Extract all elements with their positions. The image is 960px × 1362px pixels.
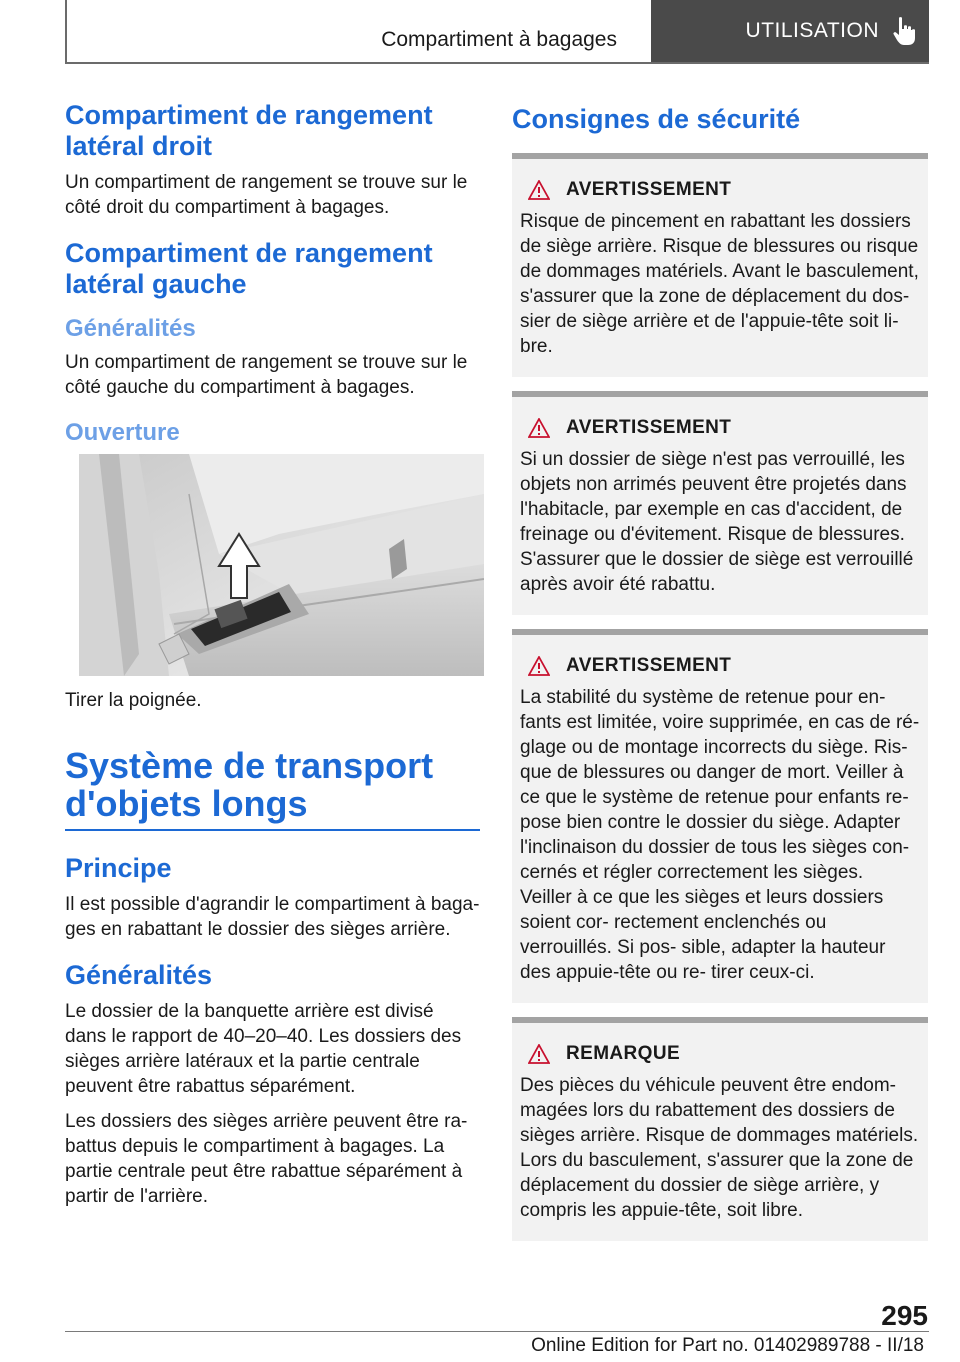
- pointing-hand-icon: [893, 16, 915, 46]
- right-column: [512, 100, 928, 1255]
- page-number: 295: [881, 1300, 928, 1331]
- warning-title-3: [520, 655, 920, 677]
- subtitle-generalites: Généralités: [65, 315, 196, 342]
- left-column: [65, 100, 480, 1227]
- notice-box: [512, 1017, 928, 1241]
- warning-triangle-icon: [528, 418, 550, 438]
- paragraph-left-storage: Un compartiment de rangement se trouve sur le côté gauche du compartiment à bagages.: [65, 352, 468, 398]
- warning-box-2: [512, 391, 928, 615]
- section-title-safety: Consignes de sécurité: [512, 104, 801, 134]
- paragraph-generalites-1: Le dossier de la banquette arrière est divisé dans le rapport de 40–20–40. Les dossiers des sièges arrière latéraux et la partie centrale peuvent être rabattus séparément.: [65, 1001, 462, 1097]
- warning-label-1: AVERTISSEMENT: [566, 179, 732, 200]
- warning-title-1: [520, 179, 920, 201]
- header-section-title: Compartiment à bagages: [381, 28, 617, 51]
- warning-box-1: [512, 153, 928, 377]
- figure-caption: Tirer la poignée.: [65, 690, 202, 711]
- paragraph-right-storage: Un compartiment de rangement se trouve sur le côté droit du compartiment à bagages.: [65, 172, 468, 218]
- notice-label: REMARQUE: [566, 1043, 681, 1064]
- paragraph-principe: Il est possible d'agrandir le compartiment à baga- ges en rabattant le dossier des sièges arrière.: [65, 894, 480, 940]
- header-chapter-label: UTILISATION: [745, 19, 879, 42]
- warning-label-3: AVERTISSEMENT: [566, 655, 732, 676]
- warning-box-3: [512, 629, 928, 1003]
- header-chapter-tab: [651, 0, 929, 62]
- warning-text-1: Risque de pincement en rabattant les dossiers de siège arrière. Risque de blessures ou risque de dommages matériels. Avant le basculement, s'assurer que la zone de déplacement du dos- sier de siège arrière et de l'appuie-tête soit li- bre.: [520, 211, 919, 357]
- section-title-right-storage: Compartiment de rangement latéral droit: [65, 100, 433, 161]
- footer-rule: [65, 1331, 929, 1332]
- warning-triangle-icon: [528, 656, 550, 676]
- warning-triangle-icon: [528, 1044, 550, 1064]
- chapter-title-long-objects: Système de transport d'objets longs: [65, 745, 434, 824]
- section-title-generalites: Généralités: [65, 960, 213, 990]
- warning-text-2: Si un dossier de siège n'est pas verrouillé, les objets non arrimés peuvent être projetés dans l'habitacle, par exemple en cas d'accident, de freinage ou d'évitement. Risque de blessures. S'assurer que le dossier de siège est verrouillé après avoir été rabattu.: [520, 449, 914, 595]
- paragraph-generalites-2: Les dossiers des sièges arrière peuvent être ra- battus depuis le compartiment à bagages. La partie centrale peut être rabattue séparément à partir de l'arrière.: [65, 1111, 468, 1207]
- notice-text: Des pièces du véhicule peuvent être endom- magées lors du rabattement des dossiers de sièges arrière. Risque de dommages matériels. Lors du basculement, s'assurer que la zone de déplacement du dossier de siège arrière, y compris les appuie-tête, soit libre.: [520, 1075, 919, 1221]
- section-title-principe: Principe: [65, 853, 172, 883]
- warning-triangle-icon: [528, 180, 550, 200]
- subtitle-ouverture: Ouverture: [65, 419, 180, 446]
- notice-title: [520, 1043, 920, 1065]
- footer-edition: Online Edition for Part no. 01402989788 - II/18: [531, 1335, 924, 1356]
- chapter-title-rule: [65, 829, 480, 831]
- trunk-illustration-svg: [79, 454, 484, 676]
- trunk-handle-illustration: [79, 454, 484, 676]
- page-header: [65, 0, 929, 64]
- warning-title-2: [520, 417, 920, 439]
- warning-label-2: AVERTISSEMENT: [566, 417, 732, 438]
- warning-text-3: La stabilité du système de retenue pour en- fants est limitée, voire supprimée, en cas de ré- glage ou de montage incorrects du siège. Ris- que de blessures ou danger de mort. Veiller à ce que le système de retenue pour enfants re- pose bien contre le dossier du siège. Adapter l'inclinaison du dossier de tous les sièges con- cernés et régler correctement les sièges. Veiller à ce que les sièges et leurs dossiers soient cor- rectement enclenchés ou verrouillés. Si pos- sible, adapter la hauteur des appuie-tête ou re- tirer ceux-ci.: [520, 687, 920, 983]
- section-title-left-storage: Compartiment de rangement latéral gauche: [65, 238, 433, 299]
